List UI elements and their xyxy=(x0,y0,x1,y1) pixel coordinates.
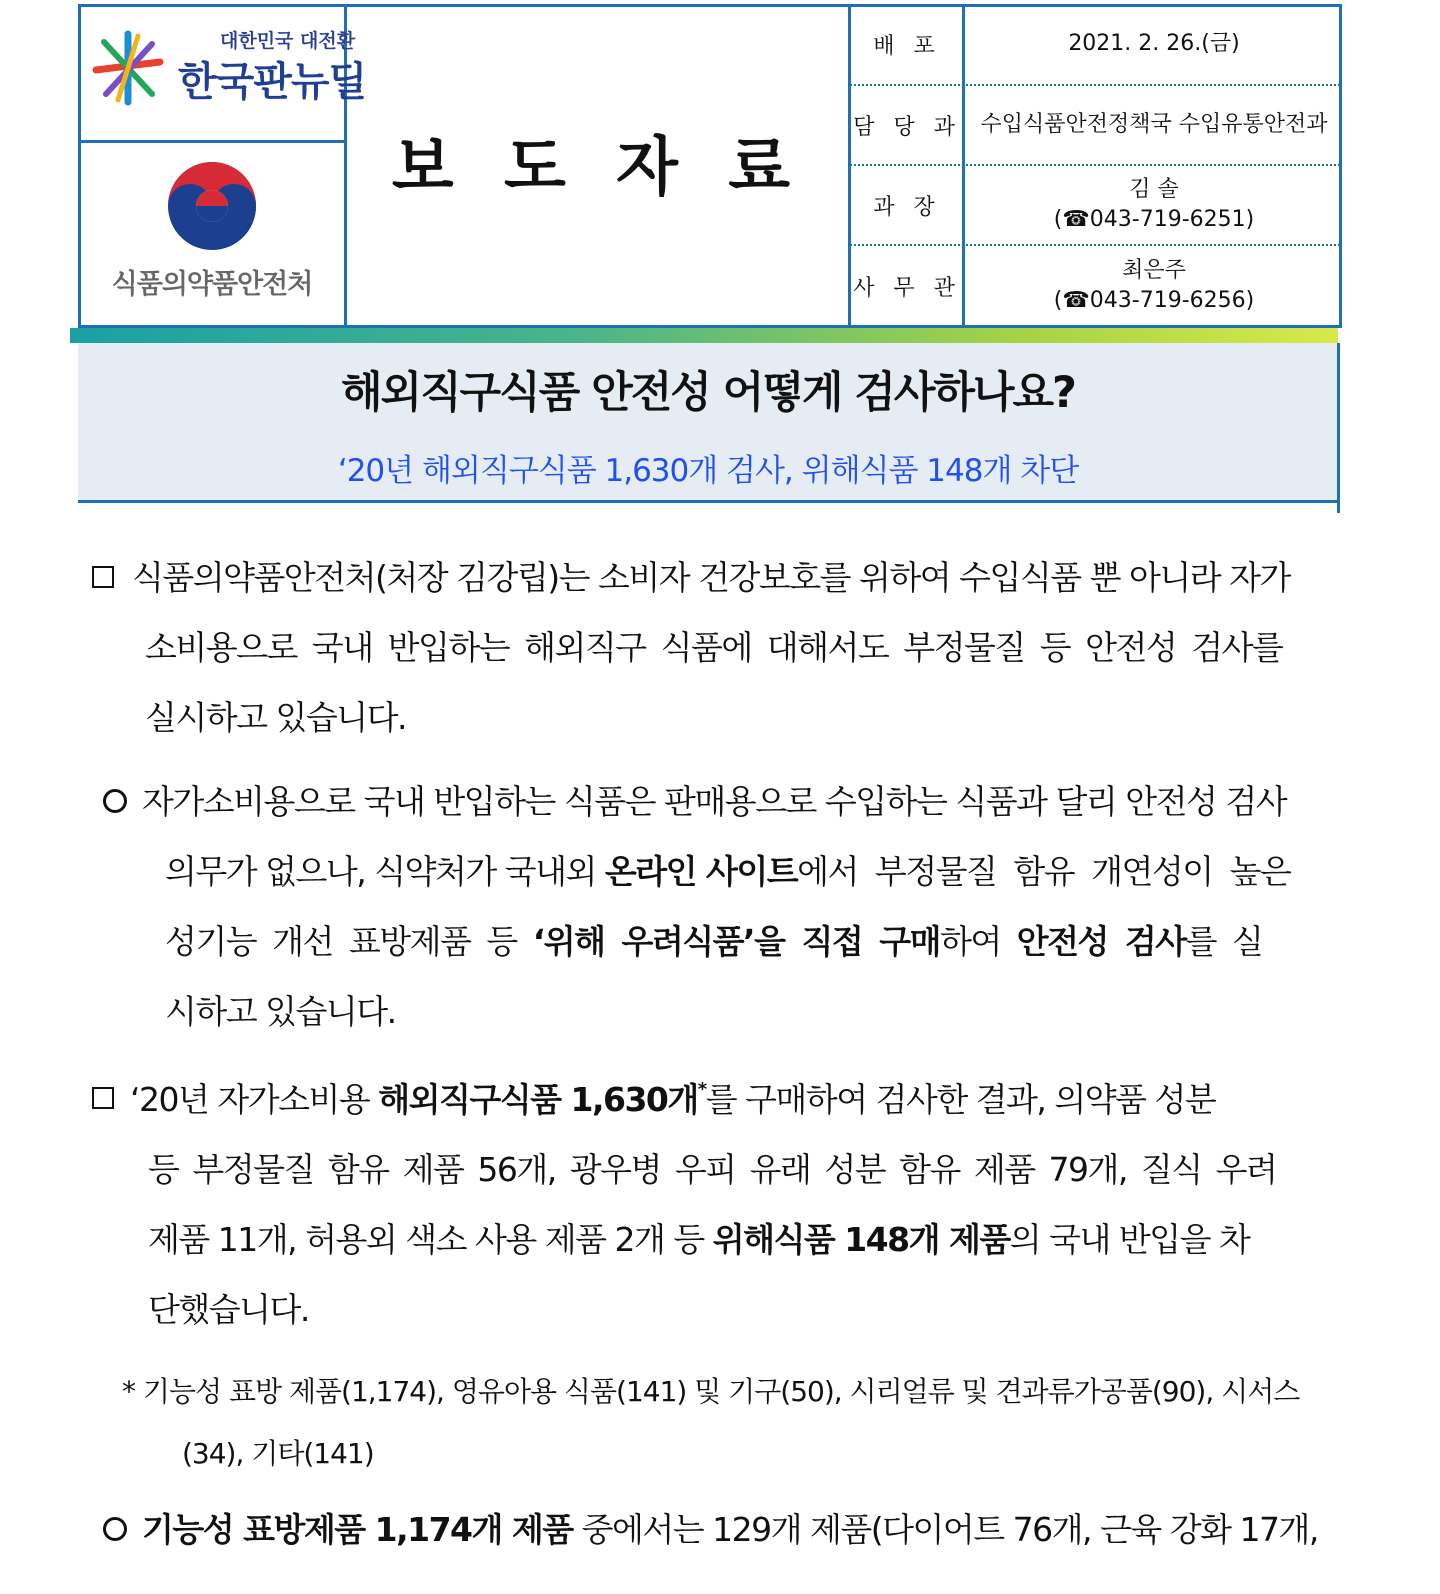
footnote-line-1: * 기능성 표방 제품(1,174), 영유아용 식품(141) 및 기구(50), 시리얼류 및 견과류가공품(90), 시서스 xyxy=(122,1375,1300,1408)
headline-box xyxy=(78,343,1338,503)
p3-line-3-a: 제품 11개, 허용외 색소 사용 제품 2개 등 xyxy=(148,1220,713,1259)
p2-online-sites: 온라인 사이트 xyxy=(604,852,798,891)
p2-line-3 xyxy=(165,916,1262,963)
logo-tagline: 대한민국 대전환 xyxy=(220,30,356,52)
director-value xyxy=(966,166,1342,244)
headline: 해외직구식품 안전성 어떻게 검사하나요? xyxy=(341,368,1075,418)
p2-line-3-a: 성기능 개선 표방제품 등 xyxy=(165,922,533,961)
director-label: 과 장 xyxy=(873,194,941,220)
footnote-star: * xyxy=(697,1079,706,1100)
footnote-line-2: (34), 기타(141) xyxy=(182,1437,374,1470)
document-type: 보 도 자 료 xyxy=(391,131,805,205)
p3-hazard-food-count: 위해식품 148개 제품 xyxy=(712,1220,1010,1259)
p3-line-3-c: 의 국내 반입을 차 xyxy=(1009,1220,1250,1259)
subheadline: ‘20년 해외직구식품 1,630개 검사, 위해식품 148개 차단 xyxy=(337,453,1079,489)
p4-line-1-b: 중에서는 129개 제품(다이어트 76개, 근육 강화 17개, xyxy=(572,1510,1318,1549)
p3-line-1-a: ‘20년 자가소비용 xyxy=(130,1080,379,1119)
release-date-value xyxy=(966,4,1342,84)
p2-line-3-e: 를 실 xyxy=(1185,922,1263,961)
logo-divider xyxy=(78,140,346,143)
department-value xyxy=(966,86,1342,164)
circle-bullet-icon xyxy=(103,1517,127,1541)
korean-new-deal-logo xyxy=(88,22,367,122)
taegeuk-emblem-icon xyxy=(166,160,258,252)
release-date-label: 배 포 xyxy=(873,33,941,59)
p3-line-3 xyxy=(148,1214,1249,1261)
p2-line-2-a: 의무가 없으나, 식약처가 국내외 xyxy=(165,852,605,891)
p2-risk-food-purchase: ‘위해 우려식품’을 직접 구매 xyxy=(532,922,940,961)
officer-label: 사 무 관 xyxy=(853,275,961,301)
p4-line-1 xyxy=(142,1504,1318,1551)
p2-line-1: 자가소비용으로 국내 반입하는 식품은 판매용으로 수입하는 식품과 달리 안전성 검사 xyxy=(142,782,1287,821)
p4-functional-products: 기능성 표방제품 1,174개 제품 xyxy=(142,1510,573,1549)
department-text: 수입식품안전정책국 수입유통안전과 xyxy=(980,112,1328,137)
p3-line-2: 등 부정물질 함유 제품 56개, 광우병 우피 유래 성분 함유 제품 79개, 질식 우려 xyxy=(148,1150,1277,1189)
square-bullet-icon xyxy=(92,566,114,588)
agency-name: 식품의약품안전처 xyxy=(111,269,313,300)
p1-line-1: 식품의약품안전처(처장 김강립)는 소비자 건강보호를 위하여 수입식품 뿐 아니라 자가 xyxy=(132,558,1290,597)
release-date-text: 2021. 2. 26.(금) xyxy=(1068,31,1240,56)
new-deal-burst-icon xyxy=(88,28,168,108)
circle-bullet-icon xyxy=(103,789,127,813)
logo-name: 한국판뉴딜 xyxy=(178,59,367,105)
p2-line-2 xyxy=(165,846,1290,893)
officer-phone: (☎043-719-6256) xyxy=(1053,288,1255,313)
p2-line-2-c: 에서 부정물질 함유 개연성이 높은 xyxy=(797,852,1291,891)
p2-line-3-c: 하여 xyxy=(939,922,1017,961)
department-label: 담 당 과 xyxy=(853,114,961,140)
press-release-header xyxy=(78,4,1342,328)
square-bullet-icon xyxy=(92,1087,114,1109)
p3-line-1-c: 를 구매하여 검사한 결과, 의약품 성분 xyxy=(705,1080,1216,1119)
p2-line-4: 시하고 있습니다. xyxy=(165,992,396,1031)
p1-line-3: 실시하고 있습니다. xyxy=(145,698,407,737)
p3-line-1 xyxy=(130,1074,1215,1121)
mfds-logo xyxy=(78,144,346,328)
headline-right-rule xyxy=(1337,343,1340,513)
director-name: 김 솔 xyxy=(1129,177,1179,202)
officer-name: 최은주 xyxy=(1122,258,1186,283)
p3-line-4: 단했습니다. xyxy=(148,1290,309,1329)
p1-line-2: 소비용으로 국내 반입하는 해외직구 식품에 대해서도 부정물질 등 안전성 검사를 xyxy=(145,628,1283,667)
p3-overseas-food-count: 해외직구식품 1,630개 xyxy=(378,1080,698,1119)
director-phone: (☎043-719-6251) xyxy=(1053,207,1255,232)
officer-value xyxy=(966,246,1342,326)
gradient-rule xyxy=(70,328,1338,343)
p2-safety-test: 안전성 검사 xyxy=(1016,922,1186,961)
